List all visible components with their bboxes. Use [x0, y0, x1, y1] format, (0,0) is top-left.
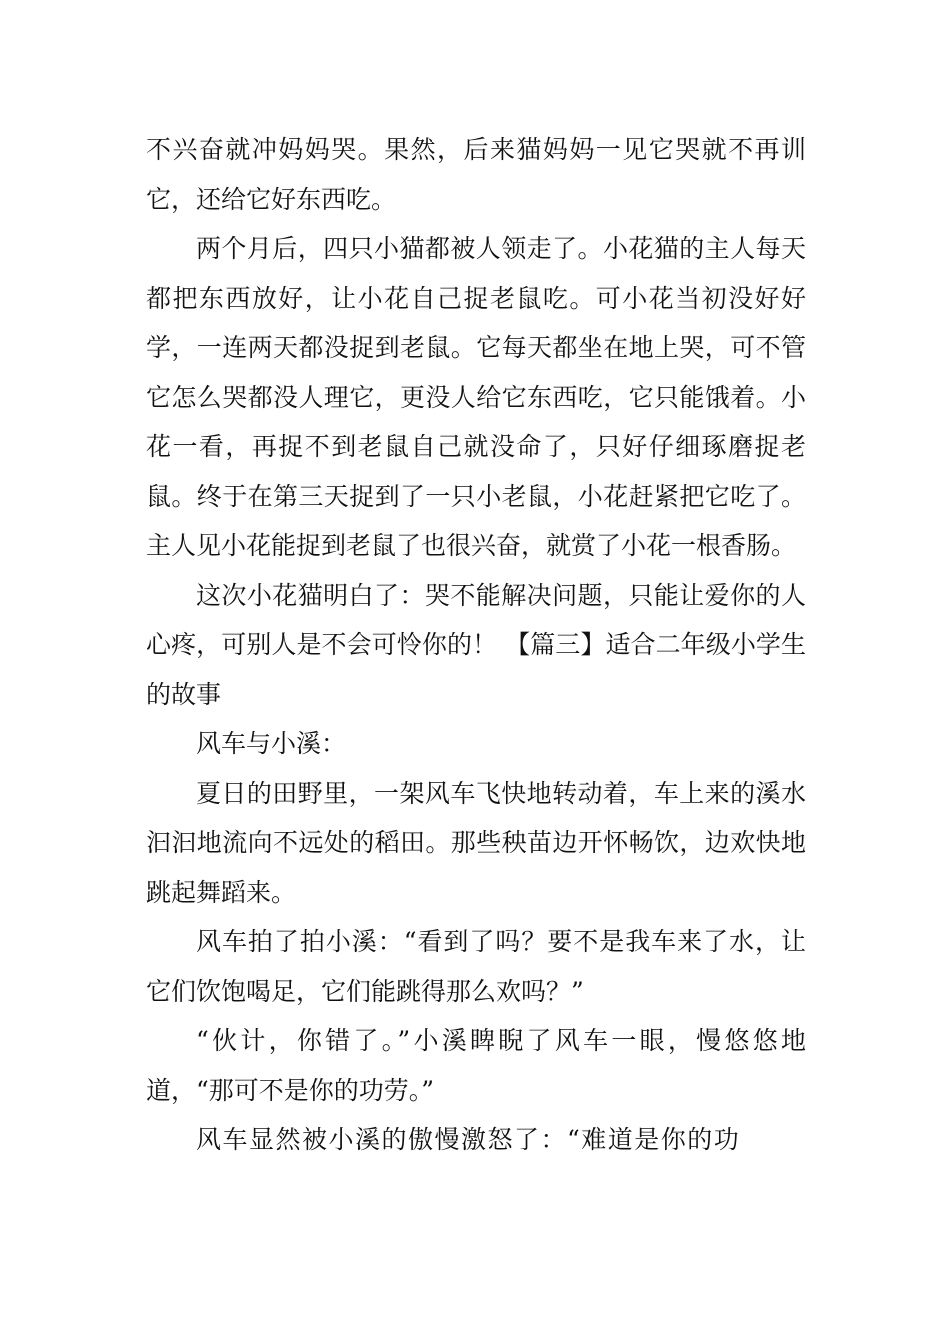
paragraph: 这次小花猫明白了：哭不能解决问题，只能让爱你的人心疼，可别人是不会可怜你的！ 【篇三】适合二年级小学生的故事: [146, 580, 806, 709]
paragraph-continuation: 不兴奋就冲妈妈哭。果然，后来猫妈妈一见它哭就不再训它，还给它好东西吃。: [146, 135, 806, 214]
story-title: 风车与小溪：: [196, 729, 347, 758]
paragraph: “伙计，你错了。”小溪睥睨了风车一眼，慢悠悠地道，“那可不是你的功劳。”: [146, 1026, 806, 1105]
paragraph: 风车显然被小溪的傲慢激怒了：“难道是你的功: [196, 1125, 741, 1154]
paragraph: 两个月后，四只小猫都被人领走了。小花猫的主人每天都把东西放好，让小花自己捉老鼠吃。可小花当初没好好学，一连两天都没捉到老鼠。它每天都坐在地上哭，可不管它怎么哭都没人理它，更没人给它东西吃，它只能饿着。小花一看，再捉不到老鼠自己就没命了，只好仔细琢磨捉老鼠。终于在第三天捉到了一只小老鼠，小花赶紧把它吃了。主人见小花能捉到老鼠了也很兴奋，就赏了小花一根香肠。: [146, 234, 806, 560]
document-body: [146, 125, 806, 1165]
paragraph: 风车拍了拍小溪：“看到了吗？要不是我车来了水，让它们饮饱喝足，它们能跳得那么欢吗？”: [146, 927, 806, 1006]
paragraph: 夏日的田野里，一架风车飞快地转动着，车上来的溪水汩汩地流向不远处的稻田。那些秧苗边开怀畅饮，边欢快地跳起舞蹈来。: [146, 778, 806, 907]
